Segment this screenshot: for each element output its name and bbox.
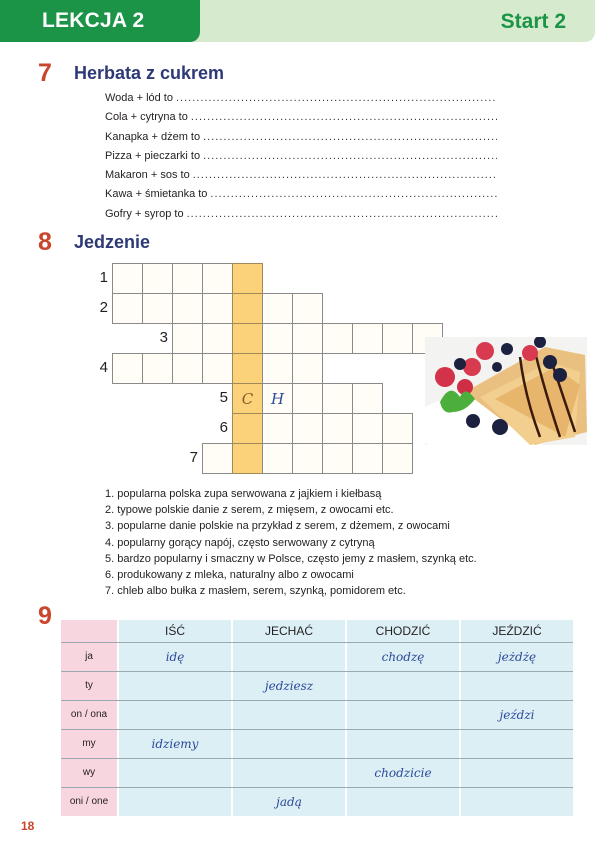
crossword-key-cell[interactable] <box>232 413 263 444</box>
crossword-clues <box>105 486 545 599</box>
exercise-7-item[interactable] <box>105 188 497 207</box>
crossword-cell[interactable] <box>262 293 293 324</box>
crossword-row-number: 3 <box>159 329 168 346</box>
lesson-title: LEKCJA 2 <box>42 9 145 32</box>
crossword-cell[interactable] <box>382 413 413 444</box>
answer-blank[interactable] <box>193 169 497 181</box>
conjugation-cell[interactable] <box>347 671 459 700</box>
crossword-key-cell[interactable] <box>232 383 263 414</box>
crossword-cell[interactable] <box>292 443 323 474</box>
clue: 1. popularna polska zupa serwowana z jajkiem i kiełbasą <box>105 488 382 500</box>
conjugation-cell[interactable]: jedziesz <box>233 671 345 700</box>
item-prompt: Pizza + pieczarki to <box>105 149 201 162</box>
answer-blank[interactable] <box>187 208 497 220</box>
crossword-key-cell[interactable] <box>232 293 263 324</box>
answer-blank[interactable] <box>176 92 497 104</box>
crossword-cell[interactable] <box>142 353 173 384</box>
table-corner <box>61 620 117 642</box>
conjugation-cell[interactable]: jadą <box>233 787 345 816</box>
exercise-7-number: 7 <box>38 59 52 87</box>
conjugation-cell[interactable]: jeżdżę <box>461 642 573 671</box>
crossword-cell[interactable] <box>202 353 233 384</box>
crossword-letter: C <box>241 389 254 408</box>
clue: 4. popularny gorący napój, często serwowany z cytryną <box>105 536 375 549</box>
conjugation-cell[interactable] <box>461 729 573 758</box>
crossword-cell[interactable] <box>112 353 143 384</box>
conjugation-cell[interactable] <box>347 700 459 729</box>
crossword-cell[interactable] <box>172 323 203 354</box>
page-number: 18 <box>21 819 35 833</box>
crossword-cell[interactable] <box>112 293 143 324</box>
exercise-7-item[interactable] <box>105 150 497 169</box>
row-divider <box>61 700 573 701</box>
pancakes-with-berries-image <box>425 337 587 445</box>
answer-blank[interactable] <box>203 131 497 143</box>
pronoun-label: on / ona <box>61 700 117 729</box>
exercise-9-number: 9 <box>38 602 52 630</box>
crossword-cell[interactable] <box>292 323 323 354</box>
conjugation-cell[interactable]: chodzę <box>347 642 459 671</box>
conjugation-cell[interactable] <box>461 787 573 816</box>
column-header: JECHAĆ <box>233 620 345 642</box>
crossword-cell[interactable] <box>262 353 293 384</box>
answer-blank[interactable] <box>191 111 497 123</box>
pronoun-label: ja <box>61 642 117 671</box>
conjugation-cell[interactable] <box>119 758 231 787</box>
crossword-cell[interactable] <box>202 293 233 324</box>
row-divider <box>61 787 573 788</box>
item-prompt: Woda + lód to <box>105 92 173 104</box>
column-header: CHODZIĆ <box>347 620 459 642</box>
pronoun-label: wy <box>61 758 117 787</box>
exercise-7-item[interactable] <box>105 92 497 111</box>
exercise-7-item[interactable] <box>105 208 497 227</box>
crossword-cell[interactable] <box>322 383 353 414</box>
crossword-cell[interactable] <box>142 263 173 294</box>
pancakes-photo <box>425 337 587 445</box>
crossword-letter: H <box>270 389 285 408</box>
crossword-key-cell[interactable] <box>232 353 263 384</box>
exercise-7-item[interactable] <box>105 111 497 130</box>
crossword-row-number: 4 <box>99 359 108 376</box>
conjugation-cell[interactable]: idę <box>119 642 231 671</box>
crossword-row-number: 7 <box>189 449 198 466</box>
crossword-cell[interactable] <box>382 323 413 354</box>
item-prompt: Gofry + syrop to <box>105 207 184 220</box>
item-prompt: Makaron + sos to <box>105 169 190 182</box>
exercise-7-item[interactable] <box>105 169 497 188</box>
answer-blank[interactable] <box>210 188 497 200</box>
pronoun-label: oni / one <box>61 787 117 816</box>
crossword-cell[interactable] <box>202 323 233 354</box>
crossword-cell[interactable] <box>292 293 323 324</box>
clue: 2. typowe polskie danie z serem, z mięsem, z owocami etc. <box>105 504 394 517</box>
conjugation-cell[interactable] <box>233 642 345 671</box>
row-divider <box>61 758 573 759</box>
conjugation-cell[interactable] <box>347 729 459 758</box>
conjugation-cell[interactable]: chodzicie <box>347 758 459 787</box>
exercise-8-number: 8 <box>38 228 52 256</box>
crossword-cell[interactable] <box>112 263 143 294</box>
exercise-7-title: Herbata z cukrem <box>74 63 225 83</box>
crossword-cell[interactable] <box>172 263 203 294</box>
crossword-cell[interactable] <box>262 383 293 414</box>
row-divider <box>61 642 573 643</box>
conjugation-cell[interactable] <box>233 700 345 729</box>
crossword-key-cell[interactable] <box>232 323 263 354</box>
crossword-cell[interactable] <box>322 443 353 474</box>
answer-blank[interactable] <box>203 150 497 162</box>
conjugation-cell[interactable] <box>233 758 345 787</box>
clue: 3. popularne danie polskie na przykład z serem, z dżemem, z owocami <box>105 520 450 533</box>
crossword-row-number: 1 <box>99 269 108 286</box>
crossword-cell[interactable] <box>172 293 203 324</box>
crossword-cell[interactable] <box>262 443 293 474</box>
conjugation-cell[interactable]: idziemy <box>119 729 231 758</box>
crossword-cell[interactable] <box>262 323 293 354</box>
crossword-cell[interactable] <box>172 353 203 384</box>
unit-title: Start 2 <box>500 10 566 33</box>
crossword-key-cell[interactable] <box>232 443 263 474</box>
crossword-row-number: 2 <box>99 299 108 316</box>
conjugation-cell[interactable] <box>119 787 231 816</box>
crossword-cell[interactable] <box>202 263 233 294</box>
conjugation-cell[interactable] <box>233 729 345 758</box>
conjugation-cell[interactable] <box>347 787 459 816</box>
clue: 6. produkowany z mleka, naturalny albo z owocami <box>105 568 354 581</box>
crossword-cell[interactable] <box>322 323 353 354</box>
crossword-cell[interactable] <box>142 293 173 324</box>
conjugation-cell[interactable] <box>119 671 231 700</box>
row-divider <box>61 729 573 730</box>
conjugation-cell[interactable]: jeździ <box>461 700 573 729</box>
row-divider <box>61 671 573 672</box>
crossword-cell[interactable] <box>202 443 233 474</box>
crossword-cell[interactable] <box>292 413 323 444</box>
conjugation-cell[interactable] <box>461 758 573 787</box>
crossword-cell[interactable] <box>292 383 323 414</box>
column-header: IŚĆ <box>119 620 231 642</box>
conjugation-cell[interactable] <box>461 671 573 700</box>
clue: 5. bardzo popularny i smaczny w Polsce, często jemy z masłem, szynką etc. <box>105 552 477 565</box>
crossword-row-number: 6 <box>219 419 228 436</box>
pronoun-label: ty <box>61 671 117 700</box>
pronoun-label: my <box>61 729 117 758</box>
clue: 7. chleb albo bułka z masłem, serem, szynką, pomidorem etc. <box>105 585 406 598</box>
crossword-cell[interactable] <box>262 413 293 444</box>
item-prompt: Kanapka + dżem to <box>105 130 201 143</box>
exercise-8-title: Jedzenie <box>74 232 151 252</box>
crossword-cell[interactable] <box>382 443 413 474</box>
exercise-7-item[interactable] <box>105 131 497 150</box>
crossword-cell[interactable] <box>352 413 383 444</box>
crossword-cell[interactable] <box>352 383 383 414</box>
crossword-cell[interactable] <box>352 443 383 474</box>
exercise-7-list <box>105 92 497 227</box>
crossword-cell[interactable] <box>322 413 353 444</box>
column-header: JEŹDZIĆ <box>461 620 573 642</box>
crossword-key-cell[interactable] <box>232 263 263 294</box>
conjugation-cell[interactable] <box>119 700 231 729</box>
item-prompt: Kawa + śmietanka to <box>105 188 208 201</box>
crossword-cell[interactable] <box>352 323 383 354</box>
crossword-cell[interactable] <box>292 353 323 384</box>
crossword-row-number: 5 <box>219 389 228 406</box>
item-prompt: Cola + cytryna to <box>105 111 188 124</box>
